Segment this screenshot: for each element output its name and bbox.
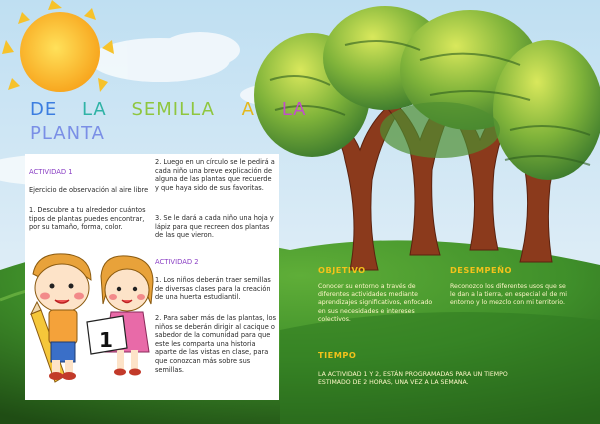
objetivo-text: Conocer su entorno a través de diferentes actividades mediante aprendizajes significativos, enfocado en sus necesidades e intereses colectivos.	[318, 283, 433, 323]
page-title	[30, 98, 306, 146]
activities-card	[25, 154, 279, 400]
desempeno-text: Reconozco los diferentes usos que se le dan a la tierra, en especial el de mi entorno y lo mezclo con mi territorio.	[450, 283, 567, 307]
activity1-item-2: 2. Luego en un círculo se le pedirá a cada niño una breve explicación de alguna de las plantas que recuerde y que haya sido de sus favoritas.	[155, 158, 275, 192]
tiempo-heading: TIEMPO	[318, 350, 357, 360]
activity1-heading: ACTIVIDAD 1	[29, 168, 73, 176]
activity1-item-1: 1. Descubre a tu alrededor cuántos tipos de plantas puedes encontrar, por su tamaño, forma, color.	[29, 206, 146, 232]
title-line-1	[30, 98, 306, 122]
tiempo-text: LA ACTIVIDAD 1 Y 2, ESTÁN PROGRAMADAS PARA UN TIEMPO ESTIMADO DE 2 HORAS, UNA VEZ A LA SEMANA.	[318, 371, 508, 387]
activity2-item-2: 2. Para saber más de las plantas, los niños se deberán dirigir al cacique o sabedor de la comunidad para que este les comparta una historia aparte de las vistas en clase, para que conozcan más sobre sus semillas.	[155, 314, 277, 374]
desempeno-heading: DESEMPEÑO	[450, 265, 512, 275]
girl-character	[101, 256, 153, 376]
activity1-subtitle: Ejercicio de observación al aire libre	[29, 186, 149, 194]
sign-number: 1	[99, 328, 113, 352]
title-word-la-2: LA	[281, 99, 307, 120]
title-word-la: LA	[81, 99, 107, 120]
activity1-item-3: 3. Se le dará a cada niño una hoja y lápiz para que recreen dos plantas de las que vieron.	[155, 214, 274, 240]
activity2-heading: ACTIVIDAD 2	[155, 258, 199, 266]
title-word-a: A	[241, 99, 255, 120]
title-line-2: PLANTA	[30, 123, 105, 144]
objetivo-heading: OBJETIVO	[318, 265, 366, 275]
title-word-de: DE	[30, 99, 58, 120]
title-word-semilla: SEMILLA	[131, 99, 215, 120]
activity2-item-1: 1. Los niños deberán traer semillas de diversas clases para la creación de una huerta estudiantil.	[155, 276, 271, 302]
kids-illustration	[25, 244, 155, 384]
